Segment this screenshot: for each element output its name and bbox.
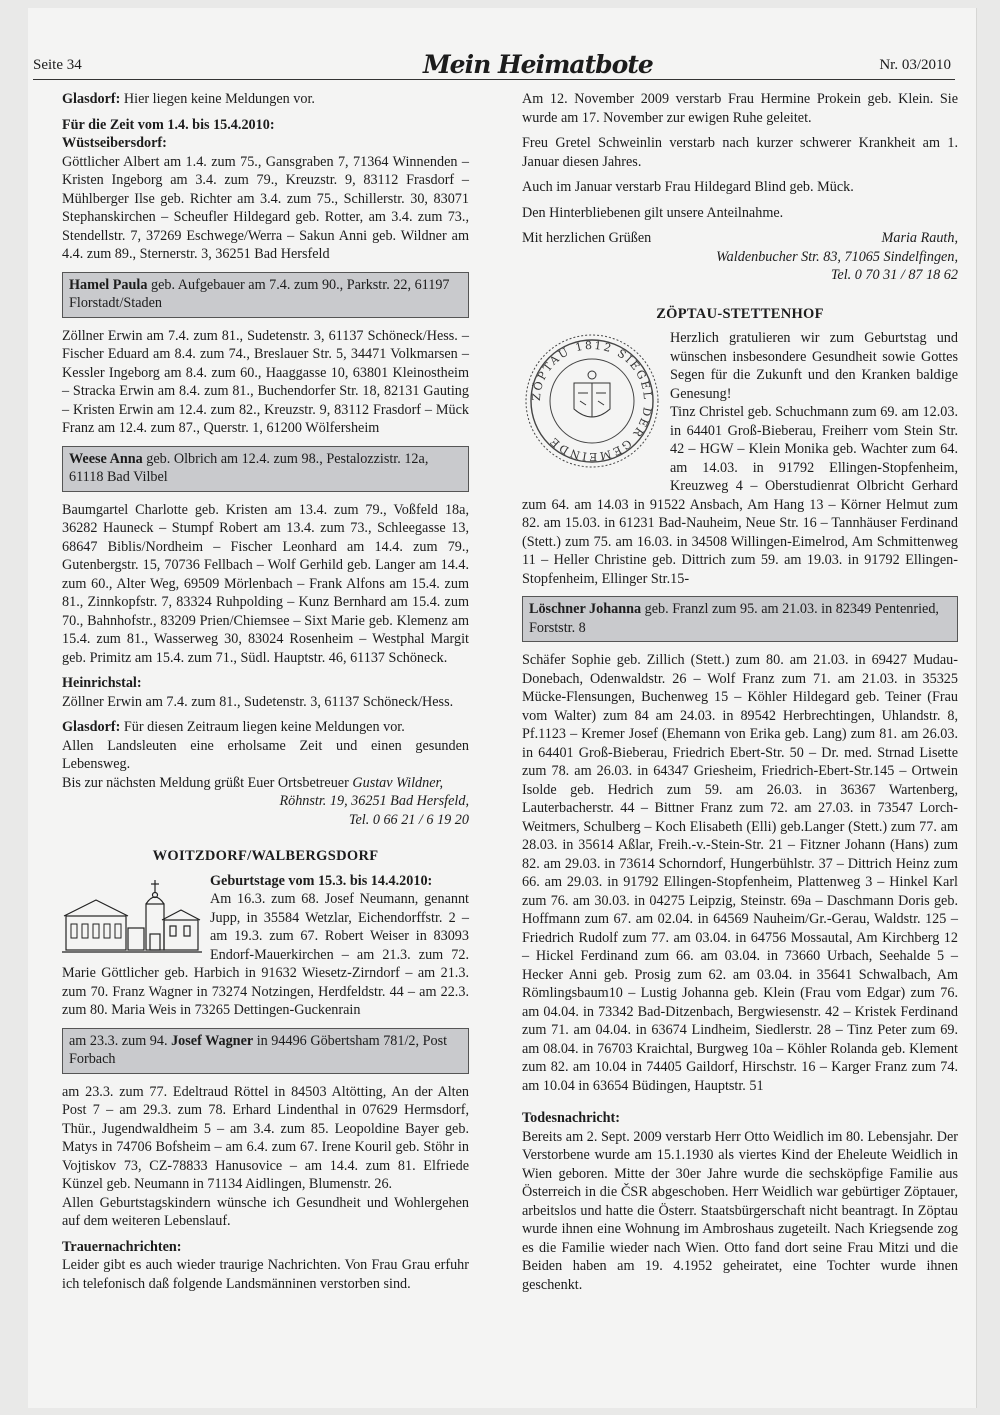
signature-row: Mit herzlichen Grüßen Maria Rauth, (522, 230, 958, 246)
municipal-seal-illustration (522, 331, 662, 477)
page-number: Seite 34 (33, 57, 82, 73)
death-notice-heading: Todesnachricht: (522, 1110, 621, 1126)
heinrichstal-heading: Heinrichstal: (62, 675, 142, 691)
newspaper-logo: Mein Heimatbote (423, 50, 653, 79)
highlight-box-hamel: Hamel Paula geb. Aufgebauer am 7.4. zum 90., Parkstr. 22, 61197 Florstadt/Staden (62, 272, 469, 318)
header-rule (33, 79, 955, 80)
obituary-blind: Auch im Januar verstarb Frau Hildegard Blind geb. Mück. (522, 179, 854, 195)
signature-address: Waldenbucher Str. 83, 71065 Sindelfingen, (716, 248, 958, 265)
woitzdorf-list-1: Am 16.3. zum 68. Josef Neumann, genannt Jupp, in 35584 Wetzlar, Eichendorffstr. 2 – am 19.3. zum 67. Robert Weiser in 83093 Endorf-Mauerkirchen – am 21.3. zum 72. Marie Göttlicher geb. Harbich in 91632 Wiesetz-Zirndorf – am 21.3. zum 70. Franz Wagner in 73274 Notzingen, Herdfeldstr. 44 – am 22.3. zum 80. Maria Weis in 73265 Dettingen-Guckenrain (62, 891, 469, 1018)
heinrichstal-entry: Zöllner Erwin am 7.4. zum 81., Sudetenstr. 3, 61137 Schöneck/Hess. (62, 693, 454, 710)
woitzdorf-list-2: am 23.3. zum 77. Edeltraud Röttel in 84503 Altötting, An der Alten Post 7 – am 29.3. zum 78. Erhard Lindenthal in 07629 Hermsdorf, Thür., Jugendwaldheim 5 – am 3.4. zum 85. Leopoldine Bayer geb. Matys in 74706 Bofsheim – am 6.4. zum 67. Irene Kouril geb. Stöhr in Vojtiskov 73, CZ-78833 Hanusovice – am 14.4. zum 81. Elfriede Künzel geb. Neumann in 71134 Aidlingen, Blumenstr. 26. (62, 1083, 469, 1192)
condolence-text: Den Hinterbliebenen gilt unsere Anteilnahme. (522, 204, 784, 221)
signature-phone: Tel. 0 66 21 / 6 19 20 (348, 811, 469, 828)
closing-text: Bis zur nächsten Meldung grüßt Euer Ortsbetreuer Gustav Wildner, (62, 774, 444, 791)
page-header (33, 50, 953, 80)
section-heading-woitzdorf: WOITZDORF/WALBERGSDORF (152, 848, 379, 864)
svg-text:ZÖPTAU 1812 SIEGEL DER GEMEIND: ZÖPTAU 1812 SIEGEL DER GEMEINDE (529, 338, 655, 464)
glasdorf-note-2: Glasdorf: Für diesen Zeitraum liegen keine Meldungen vor. (62, 719, 405, 735)
church-village-illustration (62, 878, 202, 962)
signature-address: Röhnstr. 19, 36251 Bad Hersfeld, (279, 793, 469, 809)
birthday-list-2: Zöllner Erwin am 7.4. zum 81., Sudetenstr. 3, 61137 Schöneck/Hess. – Fischer Eduard am 8.4. zum 74., Breslauer Str. 5, 34471 Volkmarsen – Kessler Ingeborg am 8.4. zum 60., Haaggasse 10, 63801 Kleinostheim – Stracka Erwin am 8.4. zum 81., Buchendorfer Str. 18, 82131 Gauting – Kristen Erwin am 12.4. zum 82., Kreuzstr. 9, 83112 Frasdorf – Mück Franz am 12.4. zum 87., Querstr. 1, 61200 Wölfersheim (62, 327, 469, 436)
place-heading: Wüstseibersdorf: (62, 135, 167, 151)
greeting-text: Allen Landsleuten eine erholsame Zeit und einen gesunden Lebensweg. (62, 737, 469, 772)
death-notice-weidlich: Bereits am 2. Sept. 2009 verstarb Herr Otto Weidlich im 80. Lebensjahr. Der Verstorbene wurde am 15.1.1930 als viertes Kind der Eheleute Weidlich in Wien geboren. Mitte der 30er Jahre wurde die sechsköpfige Familie aus Österreich in die ČSR abgeschoben. Herr Weidlich war gebürtiger Zöptauer, arbeitslos und hatte die Österr. Staatsbürgerschaft nicht beantragt. In Zöptau wurde ihnen eine Wohnung im Ambroshaus zugeteilt. Nach Kriegsende zog es die Familie wieder nach Wien. Otto fand dort seine Frau Mitzi und die Beiden haben am 19. 4.1952 geheiratet, eine Tochter wurde ihnen geschenkt. (522, 1128, 958, 1293)
woitzdorf-period-heading: Geburtstage vom 15.3. bis 14.4.2010: (210, 872, 433, 889)
seal-icon (522, 331, 662, 471)
woitzdorf-block (62, 872, 469, 1020)
highlight-box-wagner: am 23.3. zum 94. Josef Wagner in 94496 Göbertsham 781/2, Post Forbach (62, 1028, 469, 1074)
right-column (522, 90, 958, 1294)
zoeptau-block (522, 329, 958, 588)
mourning-intro: Leider gibt es auch wieder traurige Nachrichten. Von Frau Grau erfuhr ich telefonisch daß folgende Landsmänninen verstorben sind. (62, 1257, 469, 1292)
issue-number: Nr. 03/2010 (879, 57, 951, 73)
highlight-box-loeschner: Löschner Johanna geb. Franzl zum 95. am 21.03. in 82349 Pentenried, Forststr. 8 (522, 596, 958, 642)
section-heading-zoeptau: ZÖPTAU-STETTENHOF (656, 305, 824, 322)
zoeptau-list-1: Tinz Christel geb. Schuchmann zum 69. am 12.03. in 64401 Groß-Bieberau, Freiherr vom Stein Str. 42 – HGW – Klein Monika geb. Wachter zum 64. am 14.03. in 91792 Ellingen-Stopfenheim, Kreuzweg 4 – Oberstudienrat Olbricht Gerhard zum 64. am 14.03 in 91522 Ansbach, Am Hang 13 – Körner Helmut zum 82. am 15.03. in 61231 Bad-Nauheim, Neue Str. 16 – Tannhäuser Ferdinand (Stett.) zum 75. am 16.03. in 34508 Willingen-Eimelrod, Am Schmittenweg 11 – Heller Christine geb. Dittrich zum 59. am 19.03. in 91792 Ellingen-Stopfenheim, Ellinger Str.15- (522, 404, 958, 587)
signature-phone: Tel. 0 70 31 / 87 18 62 (830, 267, 958, 283)
period-heading: Für die Zeit vom 1.4. bis 15.4.2010: (62, 116, 275, 133)
birthday-list-3: Baumgartel Charlotte geb. Kristen am 13.4. zum 79., Voßfeld 18a, 36282 Hauneck – Stumpf Robert am 13.4. zum 73., Schleegasse 13, 68647 Biblis/Nordheim – Fischer Leonhard am 14.4. zum 79., Gutenbergstr. 15, 70736 Fellbach – Wolf Gerhild geb. Langer am 14.4. zum 60., Alter Weg, 69509 Mörlenbach – Frank Alfons am 15.4. zum 81., Zinnkopfstr. 7, 83324 Ruhpolding – Kunz Bernhard am 15.4. zum 70., Bahnhofstr., 83209 Prien/Chiemsee – Sixt Marie geb. Klemenz am 15.4. zum 81., Wasserweg 30, 83024 Rosenheim – Westphal Margit geb. Primitz am 15.4. zum 71., Südl. Hauptstr. 46, 61137 Schöneck. (62, 501, 469, 666)
glasdorf-note: Glasdorf: Hier liegen keine Meldungen vor. (62, 91, 315, 107)
obituary-schweinlin: Freu Gretel Schweinlin verstarb nach kurzer schwerer Krankheit am 1. Januar diesen Jahres. (522, 135, 958, 170)
zoeptau-list-2: Schäfer Sophie geb. Zillich (Stett.) zum 80. am 21.03. in 69427 Mudau-Donebach, Odenwaldstr. 26 – Wolf Franz zum 71. am 21.03. in 35325 Mücke-Flensungen, Buchenweg 15 – Köhler Hildegard geb. Teiner (Frau vom Walter) zum 84 am 24.03. in 89542 Herbrechtingen, Uhlandstr. 8, Pf.1123 – Kremer Josef (Ehemann von Erika geb. Lang) zum 81. am 26.03. in 64401 Groß-Bieberau, Friedrich Ebert-Str. 50 – Dr. med. Strnad Lisette zum 78. am 26.03. in 64347 Griesheim, Friedrich-Ebert-Str.145 – Ortwein Isolde geb. Hedrich zum 59. am 26.03. in 36367 Wartenberg, Lauterbacherstr. 44 – Bittner Franz zum 72. am 27.03. in 73547 Lorch-Weitmers, Schulberg – Koch Elisabeth (Elli) geb.Langer (Stett.) zum 77. am 28.03. in 35614 Aßlar, Freih.-v.-Stein-Str. 21 – Fitzner Johann (Hans) zum 82. am 29.03. in 73614 Schorndorf, Hungerbühlstr. 37 – Dittrich Heinz zum 66. am 29.03. in 91792 Ellingen-Stopfenheim, Plattenweg 3 – Hinkel Karl zum 76. am 30.03. in 04275 Leipzig, Steinstr. 69a – Daschmann Doris geb. Hoffmann zum 67. am 02.04. in 64569 Nauheim/Gr.-Gerau, Waldstr. 125 – Friedrich Rudolf zum 77. am 03.04. in 64756 Mossautal, Am Kirchberg 12 – Hickel Ferdinand zum 66. am 03.04. in 73660 Urbach, Seehalde 5 – Hecker Anni geb. Prosig zum 62. am 03.04. in 35641 Schwalbach, Am Römlingsbaum10 – Lustig Johanna geb. Klein (Frau vom Edgar) zum 76. am 04.04. in 73342 Bad-Ditzenbach, Bergwiesenstr. 42 – Kristek Ferdinand zum 71. am 04.04. in 63674 Lindheim, Siedlerstr. 28 – Tinz Peter zum 69. am 08.04. in 76703 Kraichtal, Burgweg 10a – Köhler Rolanda geb. Klement zum 82. am 10.04 in 74405 Gaildorf, Hirschstr. 16 – Karger Franz zum 74. am 10.04 in 63654 Büdingen, Hauptstr. 51 (522, 652, 958, 1094)
highlight-box-weese: Weese Anna geb. Olbrich am 12.4. zum 98., Pestalozzistr. 12a, 61118 Bad Vilbel (62, 446, 469, 492)
zoeptau-greeting: Herzlich gratulieren wir zum Geburtstag und wünschen insbesondere Gesundheit sowie Gottes Segen für die Zukunft und den Kranken baldige Genesung! (670, 330, 958, 402)
mourning-heading: Trauernachrichten: (62, 1238, 182, 1255)
birthday-list-1: Göttlicher Albert am 1.4. zum 75., Gansgraben 7, 71364 Winnenden – Kristen Ingeborg am 3.4. zum 79., Kreuzstr. 9, 83112 Frasdorf – Mühlberger Ilse geb. Richter am 3.4. zum 75., Schillerstr. 30, 83071 Stephanskirchen – Scheufler Hildegard geb. Rotter, am 3.4. zum 73., Stendellstr. 7, 37269 Eschwege/Werra – Sakun Anni geb. Wildner am 4.4. zum 89., Sternerstr. 3, 36251 Bad Hersfeld (62, 153, 469, 262)
left-column (62, 90, 469, 1293)
woitzdorf-wishes: Allen Geburtstagskindern wünsche ich Gesundheit und Wohlergehen auf dem weiteren Lebenslauf. (62, 1194, 469, 1229)
obituary-prokein: Am 12. November 2009 verstarb Frau Hermine Prokein geb. Klein. Sie wurde am 17. November zur ewigen Ruhe geleitet. (522, 91, 958, 126)
